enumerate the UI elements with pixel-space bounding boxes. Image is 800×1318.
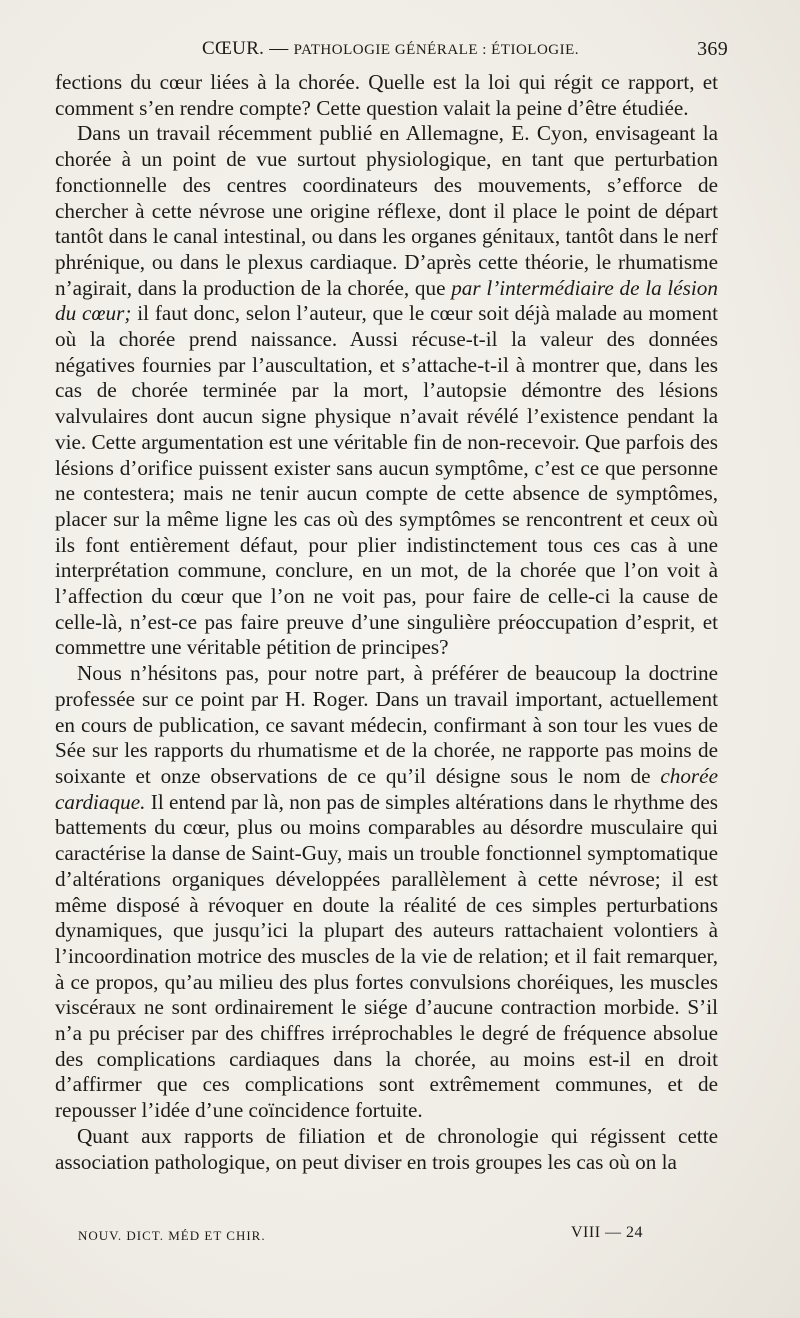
text-run: Nous n’hésitons pas, pour notre part, à préférer de beaucoup la doctrine professée sur ce point par H. Roger. Dans un travail important, actuellement en cours de publication, ce savant médecin, confirmant à son tour les vues de Sée sur les rapports du rhumatisme et de la chorée, ne rapporte pas moins de soixante et onze observations de ce qu’il désigne sous le nom de [55,661,718,788]
running-title-subject: PATHOLOGIE GÉNÉRALE : ÉTIOLOGIE. [293,42,580,58]
paragraph [55,661,718,1124]
running-title [202,38,579,60]
footer-signature: NOUV. DICT. MÉD ET CHIR. [78,1228,266,1243]
running-header [56,38,728,66]
paragraph [55,70,718,121]
text-run: Dans un travail récemment publié en Allemagne, E. Cyon, envisageant la chorée à un point de vue surtout physiologique, en tant que perturbation fonctionnelle des centres coordinateurs des mouvements, s’efforce de chercher à cette névrose une origine réflexe, dont il place le point de départ tantôt dans le canal intestinal, ou dans les organes génitaux, tantôt dans le nerf phrénique, ou dans le plexus cardiaque. D’après cette théorie, le rhumatisme n’agirait, dans la production de la chorée, que [55,121,718,300]
italic-phrase: chorée cardiaque. [55,763,718,814]
text-run: Quant aux rapports de filiation et de chronologie qui régissent cette association pathologique, on peut diviser en trois groupes les cas où on la [55,1123,718,1174]
body-text [55,70,718,1175]
paragraph [55,121,718,661]
text-run: Il entend par là, non pas de simples altérations dans le rhythme des battements du cœur, plus ou moins comparables au désordre musculaire qui caractérise la danse de Saint-Guy, mais un trouble fonctionnel symptomatique d’altérations organiques développées parallèlement à cette névrose; il est même disposé à révoquer en doute la réalité de ces simples perturbations dynamiques, que jusqu’ici la plupart des auteurs rattachaient volontiers à l’incoordination motrice des muscles de la vie de relation; et il fait remarquer, à ce propos, qu’au milieu des plus fortes convulsions choréiques, les muscles viscéraux ne sont ordinairement le siége d’aucune contraction morbide. S’il n’a pu préciser par des chiffres irréprochables le degré de fréquence absolue des complications cardiaques dans la chorée, au moins est-il en droit d’affirmer que ces complications sont extrêmement communes, et de repousser l’idée d’une coïncidence fortuite. [55,789,718,1123]
running-title-separator: — [264,38,294,59]
italic-phrase: par l’intermédiaire de la lésion du cœur; [55,275,718,326]
text-run: il faut donc, selon l’auteur, que le cœur soit déjà malade au moment où la chorée prend naissance. Aussi récuse-t-il la valeur des données négatives fournies par l’auscultation, et s’attache-t-il à montrer que, dans les cas de chorée terminée par la mort, l’autopsie démontre des lésions valvulaires dont aucun signe physique n’avait révélé l’existence pendant la vie. Cette argumentation est une véritable fin de non-recevoir. Que parfois des lésions d’orifice puissent exister sans aucun symptôme, c’est ce que personne ne contestera; mais ne tenir aucun compte de cette absence de symptômes, placer sur la même ligne les cas où des symptômes se rencontrent et ceux où ils font entièrement défaut, pour plier indistinctement tous ces cas à une interprétation commune, conclure, en un mot, de la chorée que l’on voit à l’affection du cœur que l’on ne voit pas, pour faire de celle-ci la cause de celle-là, n’est-ce pas faire preuve d’une singulière préoccupation d’esprit, et commettre une véritable pétition de principes? [55,301,718,660]
page-footer [78,1224,658,1248]
page-number: 369 [697,38,728,60]
footer-volume-sheet: VIII — 24 [571,1224,644,1241]
paragraph [55,1124,718,1175]
running-title-main: CŒUR. [202,38,265,59]
text-run: fections du cœur liées à la chorée. Quelle est la loi qui régit ce rapport, et comment s’en rendre compte? Cette question valait la peine d’être étudiée. [55,70,718,120]
